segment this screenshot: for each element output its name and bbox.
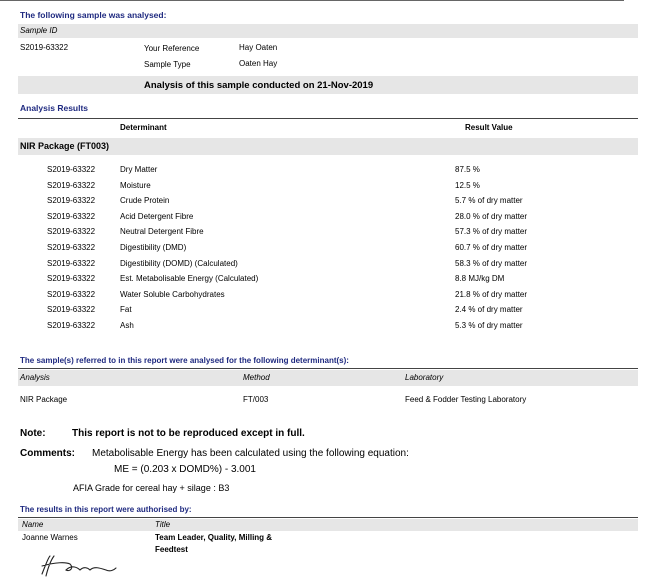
authorised-heading: The results in this report were authorised by: [20,505,192,514]
row-result-value: 57.3 % of dry matter [455,227,528,237]
row-determinant: Crude Protein [120,196,170,206]
row-result-value: 5.7 % of dry matter [455,196,523,206]
row-result-value: 87.5 % [455,165,480,174]
analysis-date: Analysis of this sample conducted on 21-Nov-2019 [144,80,374,91]
row-determinant: Water Soluble Carbohydrates [120,289,225,299]
col-determinant: Determinant [120,123,167,132]
your-reference-label: Your Reference [144,44,200,53]
authorised-header-band [18,519,638,531]
authoriser-title-1: Team Leader, Quality, Milling & [155,533,273,542]
row-determinant: Digestibility (DMD) [120,243,187,252]
row-result-value: 60.7 % of dry matter [455,243,528,252]
row-determinant: Dry Matter [120,165,158,174]
authorised-rule [18,517,638,518]
method-code: FT/003 [243,395,269,404]
row-sample-id: S2019-63322 [47,243,96,252]
comments-line1: Metabolisable Energy has been calculated using the following equation: [92,448,409,459]
row-sample-id: S2019-63322 [47,258,96,268]
results-heading: Analysis Results [20,103,89,113]
row-determinant: Est. Metabolisable Energy (Calculated) [120,274,259,284]
row-sample-id: S2019-63322 [47,305,96,315]
comments-grade: AFIA Grade for cereal hay + silage : B3 [73,483,230,493]
row-result-value: 21.8 % of dry matter [455,289,528,299]
comments-label: Comments: [20,448,76,459]
row-sample-id: S2019-63322 [47,289,96,299]
signature-image [36,550,120,580]
row-determinant: Moisture [120,180,151,190]
row-result-value: 28.0 % of dry matter [455,211,528,221]
comments-equation: ME = (0.203 x DOMD%) - 3.001 [114,464,256,475]
row-sample-id: S2019-63322 [47,196,96,206]
name-label: Name [22,520,44,529]
row-determinant: Neutral Detergent Fibre [120,227,204,237]
sample-id-band [18,24,638,38]
row-result-value: 2.4 % of dry matter [455,305,523,315]
row-determinant: Ash [120,321,134,330]
row-determinant: Acid Detergent Fibre [120,211,194,221]
your-reference-value: Hay Oaten [239,43,278,52]
row-determinant: Fat [120,305,132,315]
sample-id-label: Sample ID [20,26,58,35]
row-determinant: Digestibility (DOMD) (Calculated) [120,258,238,268]
methods-rule [18,368,638,369]
row-result-value: 12.5 % [455,180,480,190]
col-analysis: Analysis [20,373,50,382]
method-laboratory: Feed & Fodder Testing Laboratory [405,395,527,404]
methods-heading: The sample(s) referred to in this report were analysed for the following determinant(s): [20,356,349,365]
package-label: NIR Package (FT003) [20,141,110,151]
row-result-value: 58.3 % of dry matter [455,258,528,268]
sample-type-value: Oaten Hay [239,59,278,68]
authoriser-title-2: Feedtest [155,545,188,554]
sample-id-value: S2019-63322 [20,43,69,52]
row-sample-id: S2019-63322 [47,274,96,284]
row-sample-id: S2019-63322 [47,211,96,221]
row-result-value: 8.8 MJ/kg DM [455,274,505,284]
results-rule [18,118,638,119]
package-band [18,138,638,155]
top-rule [0,0,624,1]
col-method: Method [243,373,270,382]
col-laboratory: Laboratory [405,373,444,382]
authoriser-name: Joanne Warnes [22,533,78,542]
row-sample-id: S2019-63322 [47,321,96,330]
method-analysis: NIR Package [20,395,68,404]
col-result-value: Result Value [465,123,513,132]
sample-heading: The following sample was analysed: [20,10,167,20]
row-sample-id: S2019-63322 [47,180,96,190]
note-label: Note: [20,428,46,439]
note-text: This report is not to be reproduced except in full. [72,428,305,439]
row-sample-id: S2019-63322 [47,165,96,174]
row-result-value: 5.3 % of dry matter [455,321,523,330]
methods-header-band [18,370,638,386]
row-sample-id: S2019-63322 [47,227,96,237]
sample-type-label: Sample Type [144,60,191,69]
title-label: Title [155,520,171,529]
